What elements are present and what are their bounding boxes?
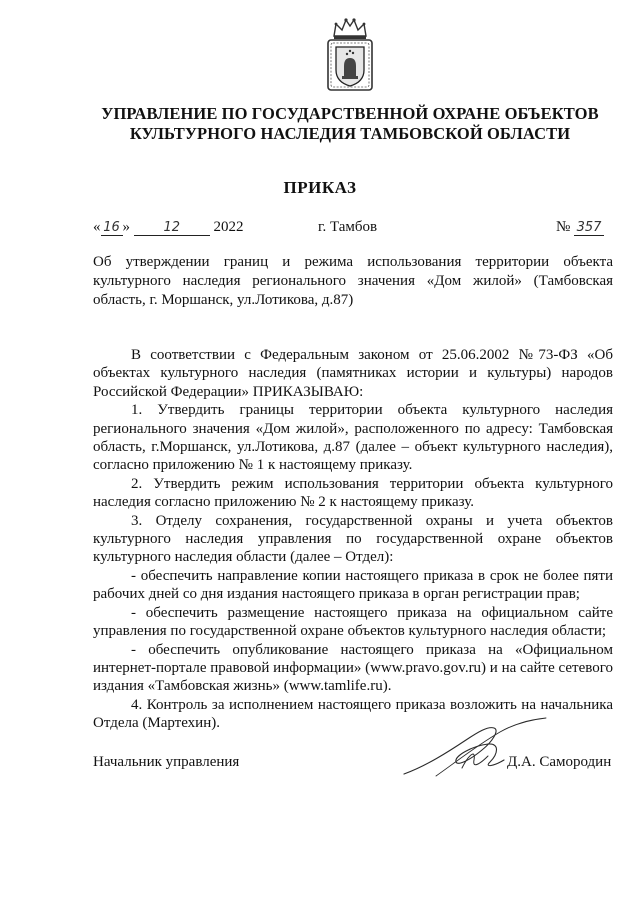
order-city: г. Тамбов <box>318 219 378 235</box>
order-month: 12 <box>134 221 210 236</box>
order-subject: Об утверждении границ и режима использования территории объекта культурного наследия регионального значения «Дом жилой» (Тамбовская область, г. Моршанск, ул.Лотикова, д.87) <box>93 254 613 308</box>
body-paragraph-preamble: В соответствии с Федеральным законом от 25.06.2002 №73-ФЗ «Об объектах культурного наследия (памятниках истории и культуры) народов Российской Федерации» ПРИКАЗЫВАЮ: <box>93 347 613 400</box>
handwritten-signature <box>396 716 556 786</box>
order-date <box>93 219 244 236</box>
order-day: 16 <box>101 221 123 236</box>
organization-name-line-1: УПРАВЛЕНИЕ ПО ГОСУДАРСТВЕННОЙ ОХРАНЕ ОБЪЕКТОВ <box>101 104 599 123</box>
body-paragraph-item-4: 4. Контроль за исполнением настоящего приказа возложить на начальника Отдела (Мартехин). <box>93 696 613 732</box>
date-quote-open: « <box>93 219 101 235</box>
order-body <box>93 346 613 733</box>
order-number-value: 357 <box>574 221 604 236</box>
signatory-name: Д.А. Самородин <box>507 754 612 770</box>
organization-name <box>60 104 640 144</box>
document-type-title: ПРИКАЗ <box>283 178 357 197</box>
body-paragraph-item-3-sub-2: - обеспечить размещение настоящего приказа на официальном сайте управления по государственной охране объектов культурного наследия области; <box>93 604 613 640</box>
organization-name-line-2: КУЛЬТУРНОГО НАСЛЕДИЯ ТАМБОВСКОЙ ОБЛАСТИ <box>129 124 571 143</box>
coat-of-arms-icon <box>322 14 378 94</box>
order-year: 2022 <box>213 219 244 235</box>
body-paragraph-item-3-sub-1: - обеспечить направление копии настоящего приказа в срок не более пяти рабочих дней со дня издания настоящего приказа в орган регистрации прав; <box>93 567 613 603</box>
order-number <box>556 219 604 236</box>
body-paragraph-item-3: 3. Отделу сохранения, государственной охраны и учета объектов культурного наследия управления по государственной охране объектов культурного наследия области (далее – Отдел): <box>93 512 613 566</box>
body-paragraph-item-2: 2. Утвердить режим использования территории объекта культурного наследия согласно приложению № 2 к настоящему приказу. <box>93 475 613 511</box>
order-number-prefix: № <box>556 219 571 235</box>
body-paragraph-item-1: 1. Утвердить границы территории объекта культурного наследия регионального значения «Дом жилой», расположенного по адресу: Тамбовская область, г.Моршанск, ул.Лотикова, д.87 (далее – объект культурного наследия), согласно приложению № 1 к настоящему приказу. <box>93 402 613 474</box>
date-quote-close: » <box>122 219 130 235</box>
body-paragraph-item-3-sub-3: - обеспечить опубликование настоящего приказа на «Официальном интернет-портале правовой информации» (www.pravo.gov.ru) и на сайте сетевого издания «Тамбовская жизнь» (www.tamlife.ru). <box>93 641 613 695</box>
signatory-position: Начальник управления <box>93 754 240 770</box>
